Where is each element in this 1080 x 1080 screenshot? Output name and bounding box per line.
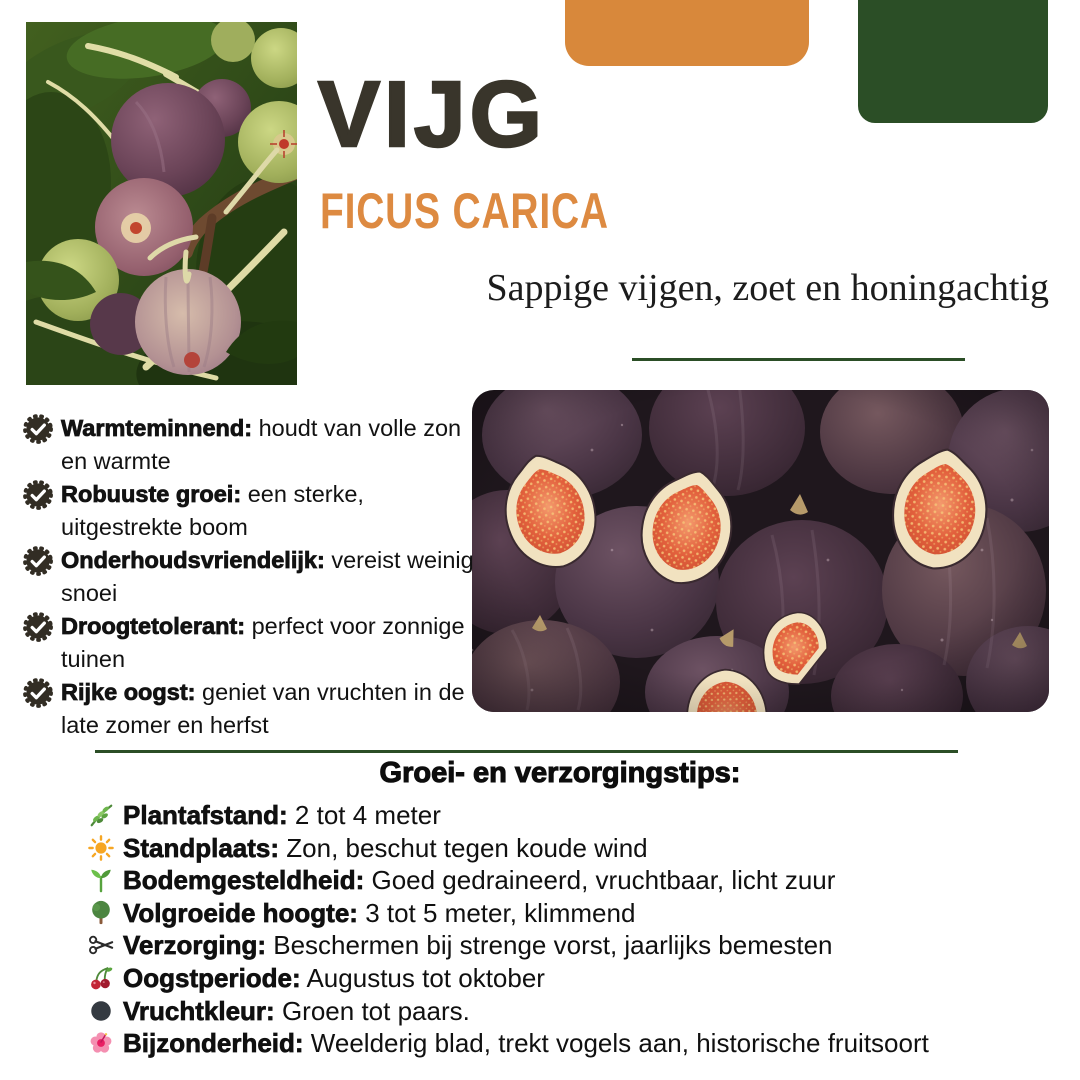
feature-text: een sterke, uitgestrekte boom xyxy=(61,481,364,540)
feature-label: Warmteminnend: xyxy=(61,415,253,441)
tips-list xyxy=(88,799,1048,1060)
tip-label: Volgroeide hoogte: xyxy=(123,897,358,928)
hibiscus-icon xyxy=(88,1030,116,1061)
tip-text: Groen tot paars. xyxy=(281,995,470,1026)
latin-name: FICUS CARICA xyxy=(320,183,609,239)
tagline-divider xyxy=(632,358,965,361)
feature-item xyxy=(22,478,474,544)
herb-icon xyxy=(88,802,116,833)
green-decor-block xyxy=(858,0,1048,123)
tip-text: 3 tot 5 meter, klimmend xyxy=(365,897,636,928)
cherries-icon xyxy=(88,965,116,996)
feature-text: perfect voor zonnige tuinen xyxy=(61,613,465,672)
feature-list xyxy=(22,412,474,742)
tip-item xyxy=(88,799,1048,832)
feature-item xyxy=(22,676,474,742)
tip-item xyxy=(88,962,1048,995)
tip-label: Plantafstand: xyxy=(123,800,288,830)
tip-text: Weelderig blad, trekt vogels aan, historische fruitsoort xyxy=(310,1028,929,1059)
tip-item xyxy=(88,1027,1048,1060)
feature-item xyxy=(22,610,474,676)
feature-label: Onderhoudsvriendelijk: xyxy=(61,547,325,573)
feature-text: geniet van vruchten in de late zomer en herfst xyxy=(61,679,465,738)
page-title: VIJG xyxy=(318,62,546,166)
tip-text: Goed gedraineerd, vruchtbaar, licht zuur xyxy=(371,865,836,896)
tip-label: Standplaats: xyxy=(123,832,280,863)
check-badge-icon xyxy=(22,545,54,582)
feature-item xyxy=(22,544,474,610)
tip-text: Beschermen bij strenge vorst, jaarlijks bemesten xyxy=(273,930,833,961)
orange-decor-block xyxy=(565,0,809,66)
check-badge-icon xyxy=(22,677,54,714)
tip-label: Verzorging: xyxy=(123,930,267,961)
circle-icon xyxy=(88,998,116,1029)
check-badge-icon xyxy=(22,413,54,450)
feature-text: vereist weinig snoei xyxy=(61,547,474,606)
feature-item xyxy=(22,412,474,478)
tips-heading: Groei- en verzorgingstips: xyxy=(379,757,741,789)
tip-item xyxy=(88,832,1048,865)
tip-text: 2 tot 4 meter xyxy=(294,800,441,830)
tip-label: Oogstperiode: xyxy=(123,962,301,993)
tip-text: Zon, beschut tegen koude wind xyxy=(286,832,648,863)
tagline: Sappige vijgen, zoet en honingachtig xyxy=(486,267,1049,309)
feature-label: Robuuste groei: xyxy=(61,481,242,507)
check-badge-icon xyxy=(22,479,54,516)
tip-label: Bodemgesteldheid: xyxy=(123,865,365,896)
check-badge-icon xyxy=(22,611,54,648)
tip-item xyxy=(88,864,1048,897)
tip-label: Vruchtkleur: xyxy=(123,995,275,1026)
tip-item xyxy=(88,897,1048,930)
tree-icon xyxy=(88,900,116,931)
feature-label: Droogtetolerant: xyxy=(61,613,246,639)
section-divider xyxy=(95,750,958,753)
scissors-icon xyxy=(88,932,116,963)
tip-label: Bijzonderheid: xyxy=(123,1028,304,1059)
cut-figs-photo xyxy=(472,390,1049,712)
seedling-icon xyxy=(88,867,116,898)
fig-branch-photo xyxy=(26,22,297,385)
sun-icon xyxy=(88,835,116,866)
feature-text: houdt van volle zon en warmte xyxy=(61,415,462,474)
tip-text: Augustus tot oktober xyxy=(306,962,545,993)
tip-item xyxy=(88,995,1048,1028)
tip-item xyxy=(88,929,1048,962)
feature-label: Rijke oogst: xyxy=(61,679,196,705)
